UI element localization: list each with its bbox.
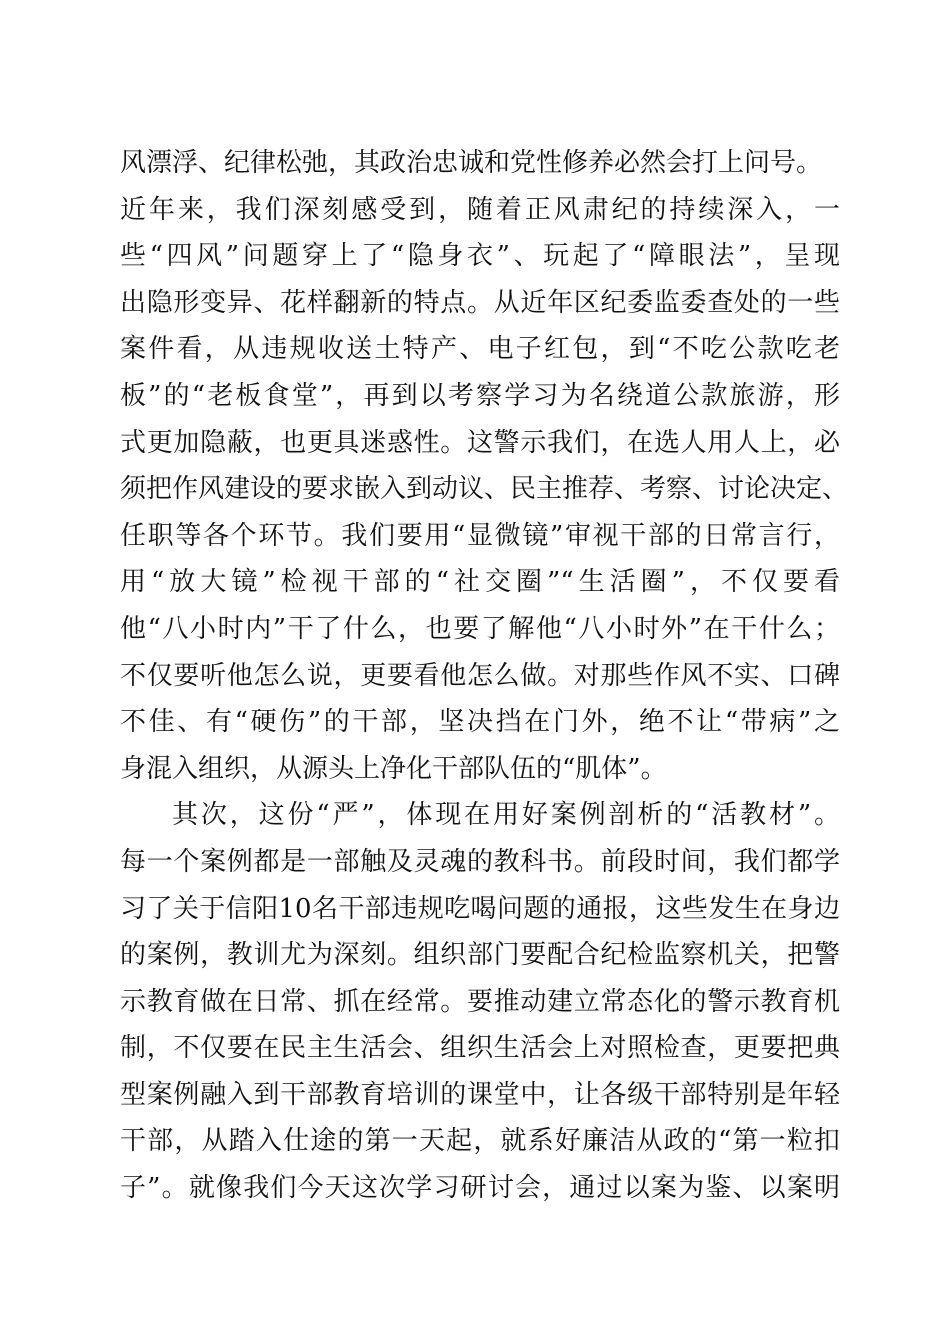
text-line: 不佳、有“硬伤”的干部，坚决挡在门外，绝不让“带病”之 bbox=[120, 707, 840, 738]
text-line: 些“四风”问题穿上了“隐身衣”、玩起了“障眼法”，呈现 bbox=[120, 241, 840, 272]
text-line: 须把作风建设的要求嵌入到动议、民主推荐、考察、讨论决定、 bbox=[120, 474, 849, 505]
text-line: 近年来，我们深刻感受到，随着正风肃纪的持续深入，一 bbox=[120, 194, 840, 225]
text-line: 子”。就像我们今天这次学习研讨会，通过以案为鉴、以案明 bbox=[120, 1173, 840, 1204]
text-line: 不仅要听他怎么说，更要看他怎么做。对那些作风不实、口碑 bbox=[120, 660, 840, 691]
text-line: 制，不仅要在民主生活会、组织生活会上对照检查，更要把典 bbox=[120, 1033, 840, 1064]
text-line: 干部，从踏入仕途的第一天起，就系好廉洁从政的“第一粒扣 bbox=[120, 1126, 840, 1157]
text-line: 任职等各个环节。我们要用“显微镜”审视干部的日常言行， bbox=[120, 520, 840, 551]
text-line: 身混入组织，从源头上净化干部队伍的“肌体”。 bbox=[120, 753, 667, 784]
text-line: 他“八小时内”干了什么，也要了解他“八小时外”在干什么； bbox=[120, 613, 840, 644]
text-line: 示教育做在日常、抓在经常。要推动建立常态化的警示教育机 bbox=[120, 986, 840, 1017]
text-line: 的案例，教训尤为深刻。组织部门要配合纪检监察机关，把警 bbox=[120, 940, 840, 971]
text-line: 型案例融入到干部教育培训的课堂中，让各级干部特别是年轻 bbox=[120, 1079, 840, 1110]
text-line: 习了关于信阳10名干部违规吃喝问题的通报，这些发生在身边 bbox=[120, 893, 840, 924]
text-line: 案件看，从违规收送土特产、电子红包，到“不吃公款吃老 bbox=[120, 334, 840, 365]
text-line: 风漂浮、纪律松弛，其政治忠诚和党性修养必然会打上问号。 bbox=[120, 148, 823, 178]
paragraph-first-line: 其次，这份“严”，体现在用好案例剖析的“活教材”。 bbox=[172, 800, 840, 831]
text-line: 式更加隐蔽，也更具迷惑性。这警示我们，在选人用人上，必 bbox=[120, 427, 840, 458]
text-line: 板”的“老板食堂”，再到以考察学习为名绕道公款旅游，形 bbox=[120, 380, 840, 411]
document-body-text bbox=[120, 140, 849, 1212]
text-line: 出隐形变异、花样翻新的特点。从近年区纪委监委查处的一些 bbox=[120, 287, 840, 318]
text-line: 每一个案例都是一部触及灵魂的教科书。前段时间，我们都学 bbox=[120, 846, 840, 877]
text-line: 用“放大镜”检视干部的“社交圈”“生活圈”，不仅要看 bbox=[120, 567, 840, 598]
